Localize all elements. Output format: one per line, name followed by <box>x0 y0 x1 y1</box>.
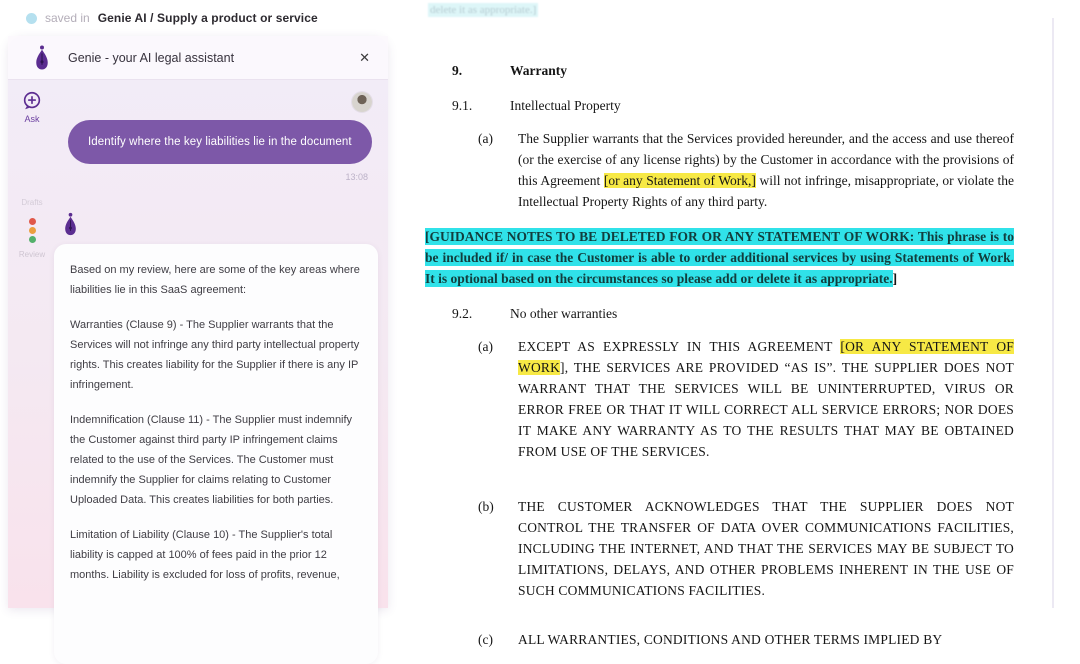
assistant-paragraph: Based on my review, here are some of the key areas where liabilities lie in this SaaS agreement: <box>70 264 360 296</box>
clause-9-2-c <box>478 629 1014 650</box>
clause-number: 9.2. <box>452 306 473 321</box>
message-timestamp: 13:08 <box>345 172 368 182</box>
ask-bubble-plus-icon <box>21 90 43 112</box>
user-message-text: Identify where the key liabilities lie in the document <box>88 136 352 148</box>
saved-status-bar <box>0 0 400 36</box>
assistant-message-card <box>54 244 378 664</box>
close-icon[interactable]: ✕ <box>359 49 370 65</box>
chat-panel-body <box>8 80 388 608</box>
ask-label: Ask <box>24 114 40 124</box>
cyan-highlight: [GUIDANCE NOTES TO BE DELETED FOR OR ANY STATEMENT OF WORK: This phrase is to be included if/ in case the Customer is able to order additional services by using Statements of Work. It is optional based on the circumstances so please add or delete it as appropriate. <box>425 229 1014 286</box>
clause-9-2-heading <box>452 303 1014 324</box>
assistant-paragraph: Indemnification (Clause 11) - The Supplier must indemnify the Customer against third party IP infringement claims related to the use of the Services. The Customer must indemnify the Supplier for claims relating to Customer Uploaded Data. This creates liabilities for both parties. <box>70 414 353 506</box>
genie-logo-icon <box>32 45 52 71</box>
yellow-highlight: [or any Statement of Work,] <box>603 173 756 188</box>
assistant-paragraph: Limitation of Liability (Clause 10) - The Supplier's total liability is capped at 100% of fees paid in the prior 12 months. Liability is excluded for loss of profits, revenue, <box>70 529 340 581</box>
subclause-text: EXCEPT AS EXPRESSLY IN THIS AGREEMENT [OR ANY STATEMENT OF WORK], THE SERVICES ARE PROVIDED “AS IS”. THE SUPPLIER DOES NOT WARRANT THAT THE SERVICES WILL BE UNINTERRUPTED, VIRUS OR ERROR FREE OR THAT IT WILL CORRECT ALL SERVICE ERRORS; NOR DOES IT MAKE ANY WARRANTY AS TO THE RESULTS THAT MAY BE OBTAINED FROM USE OF THE SERVICES. <box>518 339 1014 459</box>
subclause-text: The Supplier warrants that the Services provided hereunder, and the access and use thereof (or the exercise of any license rights) by the Customer in accordance with the provisions of this Agreement [or any Statement of Work,] will not infringe, misappropriate, or violate the Intellectual Property Rights of any third party. <box>518 131 1015 209</box>
clause-9-1-heading <box>452 95 1014 116</box>
sync-status-icon <box>26 13 37 24</box>
breadcrumb[interactable]: Genie AI / Supply a product or service <box>97 11 318 25</box>
sidebar-item-ask[interactable] <box>8 90 56 124</box>
clause-number: 9.1. <box>452 98 473 113</box>
saved-status-text: saved in <box>45 11 90 25</box>
clause-9-2-b <box>478 496 1014 601</box>
review-traffic-light-icon[interactable] <box>8 218 56 243</box>
chat-panel-title: Genie - your AI legal assistant <box>68 50 235 65</box>
genie-avatar-icon <box>62 212 79 237</box>
traffic-amber-dot <box>29 227 36 234</box>
clause-title: Warranty <box>510 63 567 78</box>
genie-chat-panel <box>8 36 388 608</box>
yellow-highlight: [OR ANY STATEMENT OF WORK <box>518 339 1014 375</box>
subclause-label: (a) <box>478 339 493 354</box>
scrollbar-track[interactable] <box>1052 18 1054 608</box>
clause-number: 9. <box>452 63 463 78</box>
guidance-notes-block: [GUIDANCE NOTES TO BE DELETED FOR OR ANY STATEMENT OF WORK: This phrase is to be included if/ in case the Customer is able to order additional services by using Statements of Work. It is optional based on the circumstances so please add or delete it as appropriate.] <box>425 229 1014 286</box>
user-message-bubble <box>68 120 372 164</box>
chat-panel-header <box>8 36 388 80</box>
subclause-text: ALL WARRANTIES, CONDITIONS AND OTHER TERMS IMPLIED BY <box>518 632 943 647</box>
assistant-paragraph: Warranties (Clause 9) - The Supplier warrants that the Services will not infringe any third party intellectual property rights. This creates liability for the Supplier if there is any IP infringement. <box>70 319 360 391</box>
chat-sidebar-rail <box>8 80 56 608</box>
document-viewer[interactable] <box>400 0 1080 647</box>
subclause-label: (c) <box>478 632 493 647</box>
subclause-label: (a) <box>478 131 493 146</box>
clause-9-heading <box>452 60 1014 81</box>
traffic-red-dot <box>29 218 36 225</box>
sidebar-item-drafts[interactable]: Drafts <box>21 198 43 207</box>
chat-thread[interactable] <box>56 80 388 608</box>
subclause-label: (b) <box>478 499 494 514</box>
clause-title: Intellectual Property <box>510 98 621 113</box>
clause-9-1-a <box>478 128 1014 212</box>
traffic-green-dot <box>29 236 36 243</box>
subclause-text: THE CUSTOMER ACKNOWLEDGES THAT THE SUPPLIER DOES NOT CONTROL THE TRANSFER OF DATA OVER COMMUNICATIONS FACILITIES, INCLUDING THE INTERNET, AND THAT THE SERVICES MAY BE SUBJECT TO LIMITATIONS, DELAYS, AND OTHER PROBLEMS INHERENT IN THE USE OF SUCH COMMUNICATIONS FACILITIES. <box>518 499 1014 598</box>
clause-9-2-a <box>478 336 1014 462</box>
user-avatar[interactable] <box>352 92 372 112</box>
clause-title: No other warranties <box>510 306 618 321</box>
document-page <box>425 0 1015 650</box>
clipped-guidance-fragment: delete it as appropriate.] <box>430 4 537 16</box>
sidebar-item-review[interactable]: Review <box>18 250 46 259</box>
